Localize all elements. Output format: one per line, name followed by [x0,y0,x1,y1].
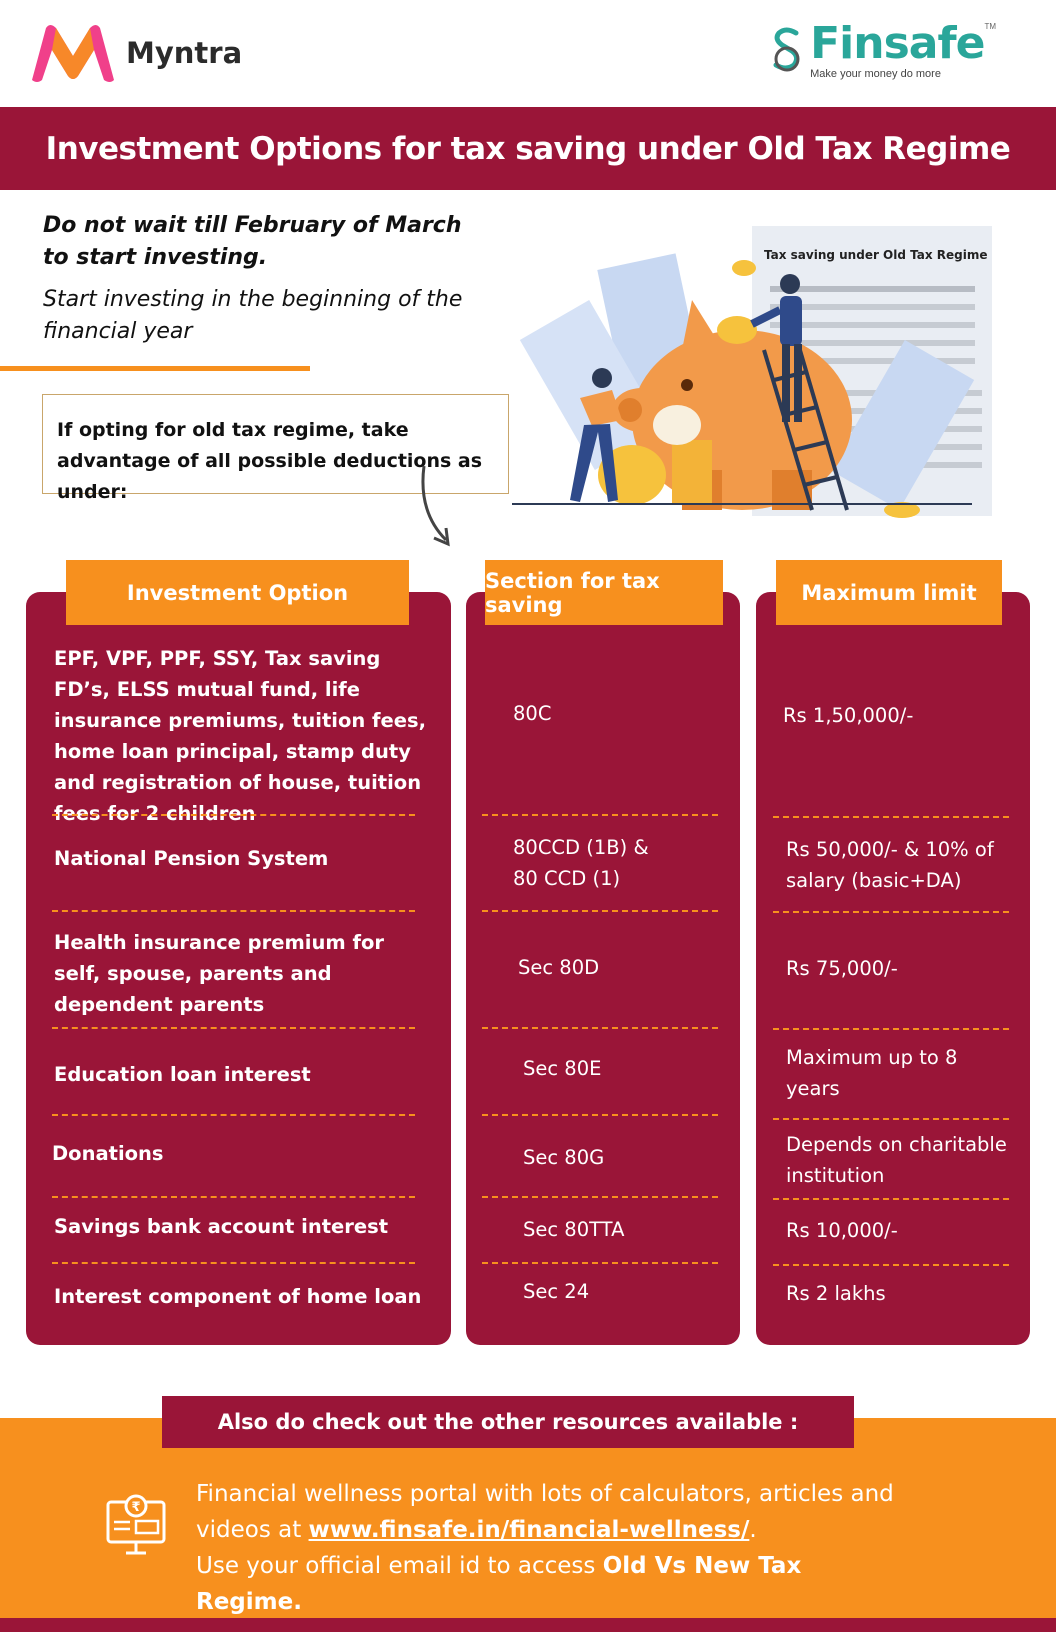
illustration-caption: Tax saving under Old Tax Regime [764,248,988,262]
row-1-option: EPF, VPF, PPF, SSY, Tax saving FD’s, ELSS mutual fund, life insurance premiums, tuition fees, home loan principal, stamp duty and registration of house, tuition fees for 2 children [54,647,427,825]
finsafe-logo [770,18,996,80]
row-5-section: Sec 80G [523,1146,605,1169]
row-divider [52,1114,415,1116]
row-2-limit: Rs 50,000/- & 10% of salary (basic+DA) [786,838,994,892]
row-divider [773,816,1009,818]
row-divider [52,814,415,816]
resources-text [196,1476,896,1620]
resources-period: . [749,1517,757,1543]
row-divider [482,910,718,912]
bottom-strip [0,1618,1056,1632]
old-vs-new-regime[interactable]: Old Vs New Tax Regime. [196,1553,802,1615]
row-2-section: 80CCD (1B) & 80 CCD (1) [513,836,649,890]
finsafe-wordmark: Finsafe [810,18,985,69]
row-3-section: Sec 80D [518,956,600,979]
header-investment-option: Investment Option [66,560,409,625]
financial-wellness-link[interactable]: www.finsafe.in/financial-wellness/ [308,1517,750,1543]
row-6-option: Savings bank account interest [54,1215,389,1238]
resources-line1: Financial wellness portal with lots of calculators, articles and videos at [196,1481,894,1543]
row-5-limit: Depends on charitable institution [786,1133,1007,1187]
computer-rupee-icon [104,1492,170,1558]
row-7-option: Interest component of home loan [54,1285,422,1308]
row-divider [482,1262,718,1264]
row-3-option: Health insurance premium for self, spouse, parents and dependent parents [54,931,384,1016]
myntra-m-icon [28,22,118,84]
row-3-limit: Rs 75,000/- [786,957,898,980]
finsafe-trademark: TM [984,22,996,31]
row-divider [482,1027,718,1029]
piggy-bank-illustration [512,220,1012,535]
row-1-limit: Rs 1,50,000/- [783,704,914,727]
finsafe-s-icon [770,25,804,77]
row-4-section: Sec 80E [523,1057,602,1080]
row-6-limit: Rs 10,000/- [786,1219,898,1242]
header-maximum-limit: Maximum limit [776,560,1002,625]
row-divider [482,1114,718,1116]
myntra-wordmark: Myntra [126,36,243,70]
row-4-option: Education loan interest [54,1063,311,1086]
header-section: Section for tax saving [485,560,723,625]
row-1-section: 80C [513,702,552,725]
row-divider [482,814,718,816]
row-7-limit: Rs 2 lakhs [786,1282,886,1305]
page-title: Investment Options for tax saving under Old Tax Regime [45,130,1011,167]
row-divider [773,911,1009,913]
resources-title: Also do check out the other resources available : [162,1396,854,1448]
orange-divider [0,366,310,371]
row-divider [52,1027,415,1029]
row-divider [52,1262,415,1264]
row-divider [482,1196,718,1198]
row-divider [52,910,415,912]
title-banner [0,107,1056,190]
resources-line2: Use your official email id to access [196,1553,603,1579]
row-divider [52,1196,415,1198]
row-4-limit: Maximum up to 8 years [786,1046,958,1100]
deduction-note: If opting for old tax regime, take advantage of all possible deductions as under: [57,419,483,503]
row-5-option: Donations [52,1142,164,1165]
row-divider [773,1028,1009,1030]
row-6-section: Sec 80TTA [523,1218,625,1241]
myntra-logo [28,22,242,84]
finsafe-tagline: Make your money do more [810,68,941,80]
row-2-option: National Pension System [54,847,329,870]
svg-text:₹: ₹ [131,1500,141,1515]
intro-text [43,210,483,348]
curved-arrow-icon [410,462,460,550]
row-divider [773,1198,1009,1200]
intro-bold: Do not wait till February of March to start investing. [43,213,462,270]
row-divider [773,1264,1009,1266]
row-divider [773,1118,1009,1120]
row-7-section: Sec 24 [523,1280,590,1303]
intro-italic: Start investing in the beginning of the financial year [43,287,463,344]
